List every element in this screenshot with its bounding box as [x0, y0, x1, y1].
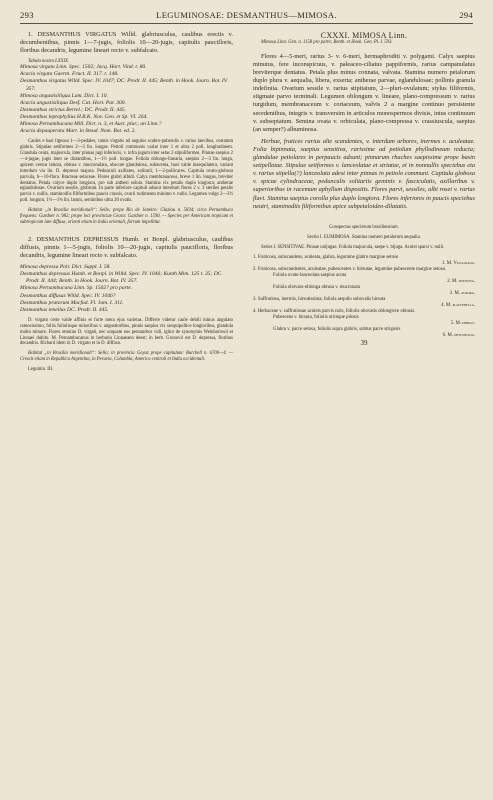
species-2-habitat: Habitat „in Brasilia meridionali“: Sello; in provincia Goyaz prope capitulum: Burchell n. 6700—4. — Crescit etiam in Republica Argentina, in Peruvia, Columbia, America centrali et India occidentali.	[20, 351, 233, 363]
page-number-right: 294	[459, 10, 473, 20]
key-entry-text: Fruticosa, subscandens, aculeata, glabra, legumine glabro margine setoso	[257, 254, 399, 260]
key-entry-number: 2.	[253, 266, 257, 272]
header-rule	[20, 23, 473, 24]
plate-caption: Tabula nostra LXXIX.	[28, 59, 70, 65]
series-heading: Series I. SENSITIVAE. Pinnae unijugae. Foliola majuscula, saepe v. bijuga. Aculei sparsi v. nulli.	[261, 244, 445, 250]
page-number-left: 293	[20, 10, 34, 20]
key-entry-text: Suffrutiosa, inermis, hirsutissima; foliola aequilo subovalis hirsuta	[257, 296, 386, 302]
left-column	[20, 31, 233, 373]
genus-reference: Mimosa Linn. Gen. n. 1158 pro parte; Benth. et Hook. Gen. Pl. I. 593.	[261, 40, 393, 45]
synonym: Mimosa virgata Linn. Spec. 1502; Jacq. Hort. Vind. t. 80.	[20, 64, 147, 71]
synonym: Mimosa depressa Poir. Dict. Suppl. I. 58.	[20, 264, 111, 271]
synonym: Acacia depauperata Mart. in Steud. Nom. Bot. ed. 2.	[20, 128, 136, 135]
key-species-name: 3. M. aurora.	[449, 290, 475, 296]
running-header	[20, 8, 473, 22]
species-1-diagnosis: 1. DESMANTHUS VIRGATUS Willd. glabriusculus, caulibus erectis v. decumbentibus, pinnis 1—7-jugis, foliolis 10—20-jugis, capitulis paucifloris, floribus decandris, legumine lineari recto v. subfalcato.	[20, 31, 233, 55]
synonym: Mimosa angustisiliqua Lam. Dict. I. 10.	[20, 92, 108, 99]
synonym: Mimosa Pernambucana Mill. Dict. n. 3, et Auct. plur.; an Linn.?	[20, 121, 162, 128]
signature-number: 39	[360, 338, 368, 347]
key-to-species	[253, 255, 475, 339]
key-entry-number: 1.	[253, 254, 257, 260]
species-1-synonyms	[20, 64, 233, 135]
key-subentry-text: Foliola ovato-lanceolata saepius acuta	[273, 272, 347, 278]
synonym: Mimosa Pernambucana Linn. Sp. 1502? pro parte.	[20, 285, 133, 292]
key-subentry-text: Glabra v. parce setosa, foliolis supra glabris, subtus parce strigosis	[273, 326, 401, 332]
synonym: Desmanthus virgatus Willd. Spec. IV. 1047; DC. Prodr. II. 445; Benth. in Hook. Journ. Bot. IV. 357.	[20, 78, 228, 92]
synonym: Desmanthus pratorum Macfad. Fl. Jam. I. 311.	[20, 299, 124, 306]
synonym: Desmanthus depressus Humb. et Bonpl. in Willd. Spec. IV. 1046; Kunth Mim. 125 t. 35; DC. Prodr. II. 444; Benth. in Hook. Journ. Bot. IV. 357.	[20, 271, 223, 285]
running-title: LEGUMINOSAE: DESMANTHUS—MIMOSA.	[156, 10, 337, 20]
synonym: Acacia angustisiliqua Desf. Cat. Hort. Par. 300.	[20, 99, 126, 106]
synonym: Acacia virgata Gaertn. Fruct. II. 317. t. 148.	[20, 71, 119, 78]
key-species-name: 1. M. Velloziana.	[441, 260, 475, 266]
species-1-habitat: Habitat „in Brasilia meridionali“: Sello; prope Rio de Janeiro: Glaziou n. 5834; circa Pernambuco frequens: Gardner n. 982; prope loci provinciae Ceara: Gardner n. 1590. — Species per Americam tropicam et subtropicam late diffusa, orienti etiam in India orientali, farrum impellitur.	[20, 208, 233, 225]
key-subentry-text: Pubescens v. hirsuta, foliolis utrinque pilosis	[273, 314, 359, 320]
synonym: Desmanthus leptophyllus H.B.K. Nov. Gen. et Sp. VI. 264.	[20, 113, 148, 120]
genus-title: CXXXI. MIMOSA Linn.	[320, 31, 408, 40]
key-entry-number: 4.	[253, 308, 257, 314]
key-species-name: 6. M. obtusifolia.	[442, 332, 475, 338]
key-species-name: 5. M. debilis.	[450, 320, 475, 326]
species-2-diagnosis: 2. DESMANTHUS DEPRESSUS Humb. et Bonpl. glabriusculus, caulibus diffusis, pinnis 1—5-jugis, foliolis 10—20-jugis, capitulis paucifloris, floribus decandris, legumine lineari recto v. subfalcato.	[20, 235, 233, 260]
species-2-description: D. virgato certe valde affinis et forte mera ejus varietas. Differre videtur caule debili minus angulato ramosissimo, foliis foliolisque minoribus v. angustioribus, pinnis saepius vix sesquipollice longioribus, glandula multo minore. Flores omnino D. virgati, nec unquam eos pentandros vidi, igitur de synonymis Weinhorowii et Linnaei dubito. M. Pernambucanus in herbario Linnaeano deest; in herb. Gronovii est D. depressa, floribus decandris. Richard idem in D. virgato et in D. diffuso.	[20, 317, 233, 347]
genus-description: Flores 4—5-meri, rarius 3- v. 6-meri, hermaphroditi v. polygami. Calyx saepius minutus, fere inconspicuus, v. paleaceo-ciliatus pappiformis, rarius campanulatus breviterque dentatus. Petala plus minus connata, valvata. Stamina numero petalorum duplo plura v. aequalia, libera, exserta; antherae parvae, eglandulosae; pollinis granula indefinita. Ovarium sessile v. rarius stipitatum, 2—pluri-ovulatum; stylus filiformis, stigmate parvo terminali. Legumen oblongum v. lineare, plano-compressum v. rarius turgidum, membranaceum v. coriaceum, valvis 2 a margine continuo persistente secedentibus, integris v. transversim in articulos monospermos divisis, intus continuum v. subseptatum. Semina ovata v. orbiculata, plano-compressa v. crassiuscula, saepius (an semper?) albuminosa.	[253, 52, 475, 133]
key-subentry-text: Foliola obovato-oblonga obtusa v. mucronata	[273, 284, 360, 290]
synonym: Desmanthus diffusus Willd. Spec. IV. 1046?	[20, 292, 116, 299]
synonym: Desmanthus strictus Bertol.; DC. Prodr. II. 445.	[20, 106, 126, 113]
key-species-name: 4. M. platyphylla.	[441, 302, 475, 308]
species-2-synonyms	[20, 264, 233, 314]
key-entry-text: Fruticosa, subscandentes, aculeatae, pubescentes v. hirsutae, legumine pubescente margine setoso.	[257, 266, 447, 272]
sectio-heading: Sectio I. EUMIMOSA. Stamina numero petalorum aequalia.	[307, 234, 421, 240]
key-entry-text: Herbaceae v. suffrutiosae aculeis parvis raris, foliolis obovatis oblongisve obtusis.	[257, 308, 416, 314]
species-1-description: Caules e basi lignosa 1—3-pedales, ramis virgatis ad angulos scabro-puberulis v. rarius laevibus, costatum glabris. Stipulae setiformes 2—3 lin. longae. Petioli communis variat inter 1 et ultra 2 poll. longitudinem. Glandula ovata, majuscula, inter pinnas jugi inferioris, v. infra jugum inter setas 2 stipuliformes. Pinnae saepius 2—4-jugae, jugis inter se distantibus, 1—1½ poll. longae. Foliola oblongo-linearia, saepius 2—3 lin. longa, apicem versus latiora, obtusa v. mucronulata, obscure glandulosa, subavenia, basi valde inaequilatera, variant interdum via lin. D. depressi majora. Pedunculi axillares, solitarii, 1—2-pollicares. Capitula ovato-globosa parvula, 6—10-flora. Bracteae setaceae. Flores glabri albidi. Calyx membranaceus, breve 1 lin. longus, breviter dentatus. Petala calyce duplo longiora, pro sub anthesi soluta. Stamina vix petalis duplo longiora; antherae eglandulosae. Ovarium sessile, globrum. In parte inferiore capituli adsunt interdum flores 2 v. 3 steriles petalis parvis v. nullis, staminodiis filiformibus paucis crassis, ovarii rudimento minimo v. nullo. Legumen vulgo 2—3½ poll. longum, 1½—1¾ lin. latum, seminibus ultra 20 ovatis.	[20, 139, 233, 204]
signature-mark: Legumin. III.	[28, 367, 54, 373]
key-species-name: 2. M. sensitiva.	[447, 278, 475, 284]
synonym: Desmanthus tenellus DC. Prodr. II. 445.	[20, 306, 109, 313]
conspectus-title: Conspectus specierum brasiliensium.	[329, 224, 399, 230]
right-column	[253, 31, 475, 347]
genus-habit: Herbae, frutices rarius alte scandentes, v. interdum arbores, inermes v. aculeatae. Folia bipinnata, saepius sensitiva, rarissime ad petiolum phyllodineum reducta; glandulae petiolares in perpaucis adsunt; pinnarum rhaches saepissime prope basin setipellatae. Stipulae setiformes v. lanceolatae et striatae, et in nonnullis speciebus eta v. rarius stipella(?) lanceolata adest inter pinnas in petiolo communi. Capitula globosa v. spicae cylindraceae, pedunculis solitariis geminis v. fasciculatis, axillaribus v. superioribus in racemum aphyllum dispositis. Flores parvi, sessiles, albi rosei v. rarius flavi. Stamina saepius corolla plus duplo longiora. Flores inferiores in paucis speciebus neutri, staminodiis filiformibus apice subpetaloideo-dilatatis.	[253, 137, 475, 210]
key-entry-number: 3.	[253, 296, 257, 302]
